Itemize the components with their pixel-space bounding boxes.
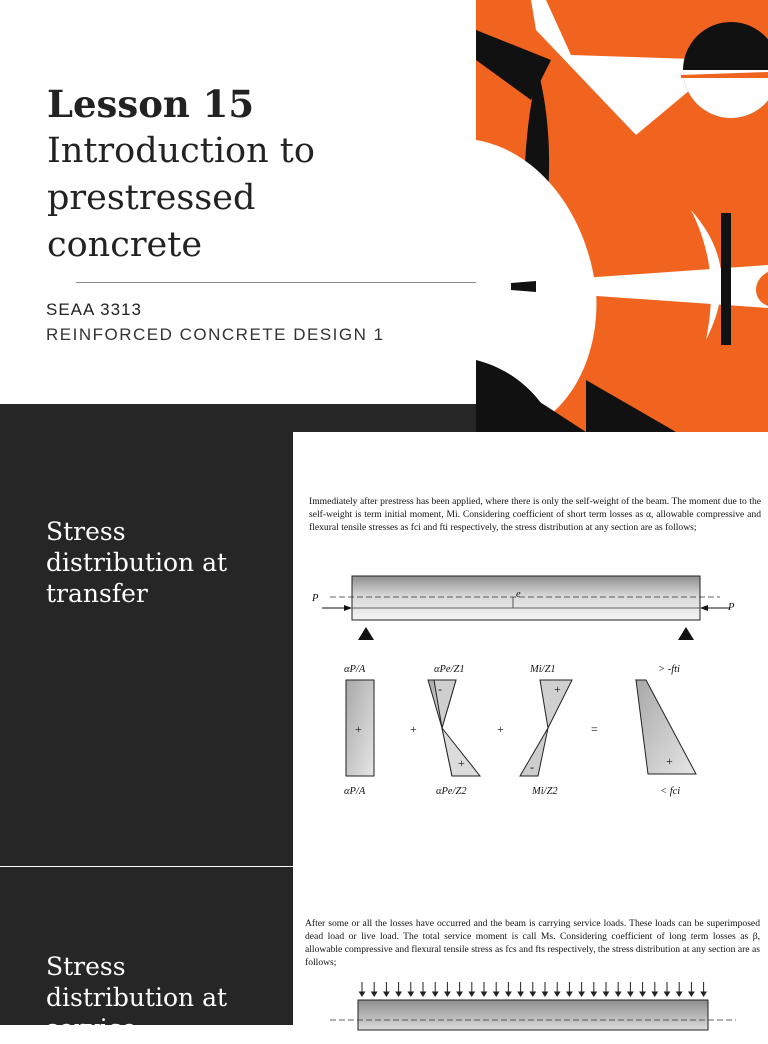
service-beam [358, 1000, 708, 1030]
beam [352, 576, 700, 620]
lesson-number: Lesson 15 [47, 82, 255, 126]
side-panel [0, 867, 293, 1043]
service-paragraph: After some or all the losses have occurred and the beam is carrying service loads. These loads can be superimposed dead load or live load. The total service moment is call Ms. Considering coefficient of long term losses as β, allowable compressive and flexural tensile stress as fcs and fts respectively, the stress distribution at any section are as follows; [305, 918, 760, 968]
distributed-load-arrows [360, 982, 707, 996]
stress-diagram-graphic [300, 564, 768, 814]
sign-block-2-top: - [438, 682, 442, 696]
service-beam-diagram [300, 980, 768, 1024]
footer-band [0, 404, 476, 432]
equals-operator: = [591, 722, 598, 736]
bottom-label-4: < fci [660, 786, 681, 797]
load-label-right: P [728, 602, 735, 613]
sign-block-3-top: + [554, 682, 561, 696]
heading-line-2: distribution at [46, 983, 228, 1012]
title-divider [76, 282, 476, 283]
bottom-label-3: Mi/Z2 [532, 786, 558, 797]
side-panel [0, 432, 293, 866]
transfer-paragraph: Immediately after prestress has been applied, where there is only the self-weight of the beam. The moment due to the self-weight is term initial moment, Mi. Considering coefficient of short term losses as α, allowable compressive and flexural tensile stresses as fci and fti respectively, the stress distribution at any section are as follows; [309, 496, 761, 533]
load-label-left: P [312, 593, 319, 604]
heading-line-3: transfer [46, 579, 148, 608]
lesson-title-line-3: concrete [47, 225, 203, 265]
bottom-label-1: αP/A [344, 786, 366, 797]
stress-diagram [300, 564, 768, 814]
top-label-1: αP/A [344, 664, 366, 675]
right-support [678, 627, 694, 640]
slide-heading [46, 516, 286, 609]
course-code: SEAA 3313 [46, 300, 142, 319]
service-slide [0, 866, 768, 1043]
sign-block-1: + [355, 722, 362, 736]
sign-block-4: + [666, 754, 673, 768]
service-beam-graphic [300, 980, 768, 1024]
heading-line-3: service [46, 1014, 137, 1043]
plus-operator-2: + [497, 722, 504, 736]
eccentricity-label: e [516, 589, 521, 600]
top-label-4: > -fti [658, 664, 680, 675]
heading-line-1: Stress [46, 952, 126, 981]
sign-block-2-bottom: + [458, 756, 465, 770]
bottom-label-2: αPe/Z2 [436, 786, 467, 797]
left-support [358, 627, 374, 640]
heading-line-2: distribution at [46, 548, 228, 577]
course-name: REINFORCED CONCRETE DESIGN 1 [46, 325, 385, 344]
transfer-slide [0, 432, 768, 866]
plus-operator-1: + [410, 722, 417, 736]
top-label-2: αPe/Z1 [434, 664, 465, 675]
lesson-title-line-2: prestressed [47, 178, 256, 218]
title-slide [0, 0, 768, 432]
slide-heading [46, 951, 286, 1044]
abstract-artwork [476, 0, 768, 432]
lesson-title [47, 128, 467, 269]
heading-line-1: Stress [46, 517, 126, 546]
top-label-3: Mi/Z1 [530, 664, 556, 675]
sign-block-3-bottom: - [530, 760, 534, 774]
lesson-title-line-1: Introduction to [47, 131, 315, 171]
